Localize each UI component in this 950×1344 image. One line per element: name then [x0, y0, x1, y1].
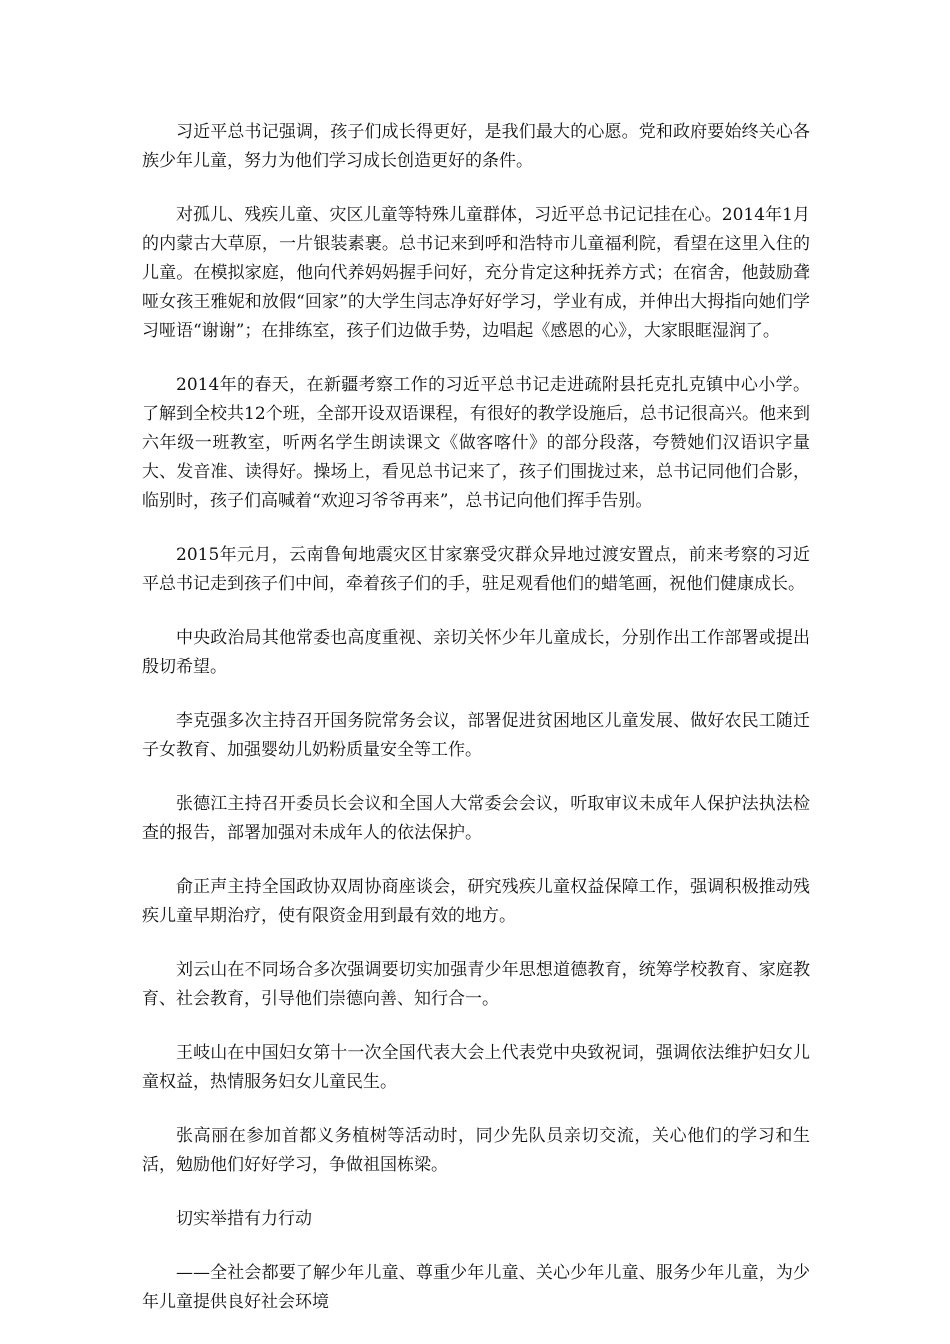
paragraph-1: 习近平总书记强调，孩子们成长得更好，是我们最大的心愿。党和政府要始终关心各族少年儿童，努力为他们学习成长创造更好的条件。: [142, 122, 810, 171]
paragraph-9: 刘云山在不同场合多次强调要切实加强青少年思想道德教育，统筹学校教育、家庭教育、社会教育，引导他们崇德向善、知行合一。: [142, 960, 810, 1009]
paragraph-5: 中央政治局其他常委也高度重视、亲切关怀少年儿童成长，分别作出工作部署或提出殷切希望。: [142, 628, 810, 677]
paragraph-2: 对孤儿、残疾儿童、灾区儿童等特殊儿童群体，习近平总书记记挂在心。2014年1月的内蒙古大草原，一片银装素裹。总书记来到呼和浩特市儿童福利院，看望在这里入住的儿童。在模拟家庭，他向代养妈妈握手问好，充分肯定这种抚养方式；在宿舍，他鼓励聋哑女孩王雅妮和放假“回家”的大学生闫志净好好学习，学业有成，并伸出大拇指向她们学习哑语“谢谢”；在排练室，孩子们边做手势，边唱起《感恩的心》，大家眼眶湿润了。: [142, 205, 810, 341]
paragraph-8: 俞正声主持全国政协双周协商座谈会，研究残疾儿童权益保障工作，强调积极推动残疾儿童早期治疗，使有限资金用到最有效的地方。: [142, 877, 810, 926]
section-subheading: ——全社会都要了解少年儿童、尊重少年儿童、关心少年儿童、服务少年儿童，为少年儿童提供良好社会环境: [142, 1263, 810, 1312]
section-heading: 切实举措有力行动: [176, 1209, 312, 1229]
paragraph-4: 2015年元月，云南鲁甸地震灾区甘家寨受灾群众异地过渡安置点，前来考察的习近平总书记走到孩子们中间，牵着孩子们的手，驻足观看他们的蜡笔画，祝他们健康成长。: [142, 545, 810, 594]
article-body: [142, 118, 810, 1342]
paragraph-6: 李克强多次主持召开国务院常务会议，部署促进贫困地区儿童发展、做好农民工随迁子女教育、加强婴幼儿奶粉质量安全等工作。: [142, 711, 810, 760]
paragraph-7: 张德江主持召开委员长会议和全国人大常委会会议，听取审议未成年人保护法执法检查的报告，部署加强对未成年人的依法保护。: [142, 794, 810, 843]
paragraph-3: 2014年的春天，在新疆考察工作的习近平总书记走进疏附县托克扎克镇中心小学。了解到全校共12个班，全部开设双语课程，有很好的教学设施后，总书记很高兴。他来到六年级一班教室，听两名学生朗读课文《做客喀什》的部分段落，夸赞她们汉语识字量大、发音准、读得好。操场上，看见总书记来了，孩子们围拢过来，总书记同他们合影，临别时，孩子们高喊着“欢迎习爷爷再来”，总书记向他们挥手告别。: [142, 375, 810, 511]
paragraph-11: 张高丽在参加首都义务植树等活动时，同少先队员亲切交流，关心他们的学习和生活，勉励他们好好学习，争做祖国栋梁。: [142, 1126, 810, 1175]
paragraph-10: 王岐山在中国妇女第十一次全国代表大会上代表党中央致祝词，强调依法维护妇女儿童权益，热情服务妇女儿童民生。: [142, 1043, 810, 1092]
